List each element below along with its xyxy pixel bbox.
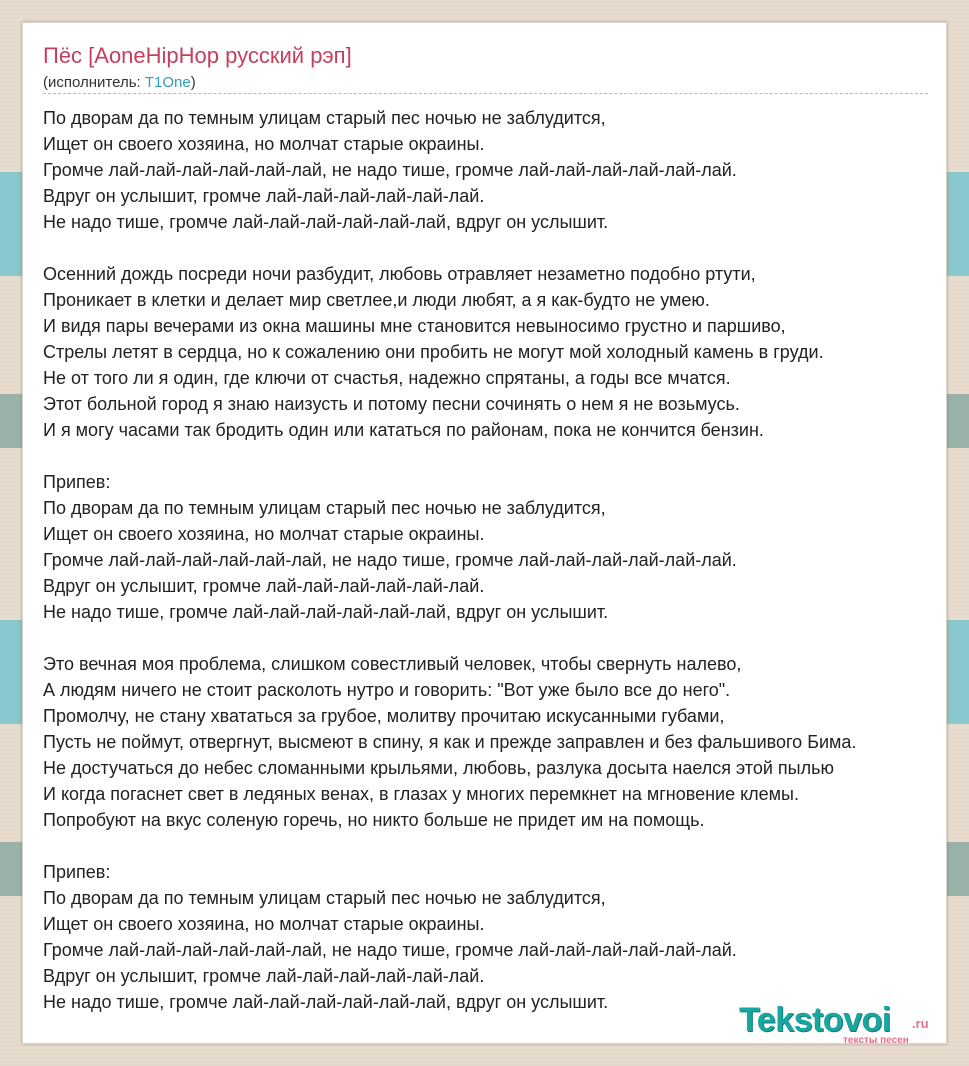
lyrics-line: Припев:	[43, 862, 111, 882]
lyrics-line: Этот больной город я знаю наизусть и потому песни сочинять о нем я не возьмусь.	[43, 394, 740, 414]
lyrics-line: Не надо тише, громче лай-лай-лай-лай-лай-лай, вдруг он услышит.	[43, 602, 609, 622]
lyrics-line: Не достучаться до небес сломанными крыльями, любовь, разлука досыта наелся этой пылью	[43, 758, 834, 778]
lyrics-line: Ищет он своего хозяина, но молчат старые окраины.	[43, 914, 485, 934]
lyrics-line: Громче лай-лай-лай-лай-лай-лай, не надо тише, громче лай-лай-лай-лай-лай-лай.	[43, 940, 737, 960]
lyrics-line: И я могу часами так бродить один или кататься по районам, пока не кончится бензин.	[43, 420, 764, 440]
lyrics-stanza	[43, 469, 969, 625]
artist-prefix: (исполнитель:	[43, 74, 145, 91]
site-logo[interactable]	[739, 1001, 949, 1045]
lyrics-line: И видя пары вечерами из окна машины мне становится невыносимо грустно и паршиво,	[43, 316, 786, 336]
lyrics-line: Громче лай-лай-лай-лай-лай-лай, не надо тише, громче лай-лай-лай-лай-лай-лай.	[43, 160, 737, 180]
lyrics-line: А людям ничего не стоит расколоть нутро и говорить: "Вот уже было все до него".	[43, 680, 731, 700]
artist-suffix: )	[190, 74, 196, 91]
lyrics-line: Осенний дождь посреди ночи разбудит, любовь отравляет незаметно подобно ртути,	[43, 264, 756, 284]
lyrics-line: Ищет он своего хозяина, но молчат старые окраины.	[43, 524, 485, 544]
lyrics-line: Это вечная моя проблема, слишком совестливый человек, чтобы свернуть налево,	[43, 654, 742, 674]
logo-domain: .ru	[912, 1016, 929, 1031]
lyrics-line: По дворам да по темным улицам старый пес ночью не заблудится,	[43, 498, 606, 518]
lyrics-line: Пусть не поймут, отвергнут, высмеют в спину, я как и прежде заправлен и без фальшивого Бима.	[43, 732, 857, 752]
artist-link[interactable]: T1One	[144, 74, 191, 91]
lyrics-stanza	[43, 105, 969, 235]
logo-tagline: тексты песен	[843, 1035, 909, 1046]
lyrics-line: Не надо тише, громче лай-лай-лай-лай-лай-лай, вдруг он услышит.	[43, 212, 609, 232]
lyrics-line: По дворам да по темным улицам старый пес ночью не заблудится,	[43, 108, 606, 128]
lyrics-line: Вдруг он услышит, громче лай-лай-лай-лай-лай-лай.	[43, 966, 485, 986]
lyrics-line: Громче лай-лай-лай-лай-лай-лай, не надо тише, громче лай-лай-лай-лай-лай-лай.	[43, 550, 737, 570]
lyrics-line: Припев:	[43, 472, 111, 492]
lyrics-line: Промолчу, не стану хвататься за грубое, молитву прочитаю искусанными губами,	[43, 706, 725, 726]
artist-line	[43, 74, 196, 91]
lyrics-stanza	[43, 651, 969, 833]
lyrics-line: И когда погаснет свет в ледяных венах, в глазах у многих перемкнет на мгновение клемы.	[43, 784, 799, 804]
lyrics-line: Стрелы летят в сердца, но к сожалению они пробить не могут мой холодный камень в груди.	[43, 342, 824, 362]
lyrics-line: Попробуют на вкус соленую горечь, но никто больше не придет им на помощь.	[43, 810, 705, 830]
lyrics-line: Ищет он своего хозяина, но молчат старые окраины.	[43, 134, 485, 154]
lyrics-line: Вдруг он услышит, громче лай-лай-лай-лай-лай-лай.	[43, 576, 485, 596]
lyrics-line: По дворам да по темным улицам старый пес ночью не заблудится,	[43, 888, 606, 908]
page-title: Пёс [AoneHipHop русский рэп]	[43, 43, 352, 68]
lyrics-line: Вдруг он услышит, громче лай-лай-лай-лай-лай-лай.	[43, 186, 485, 206]
lyrics-card	[22, 22, 947, 1044]
title-divider	[43, 93, 928, 94]
lyrics-line: Не надо тише, громче лай-лай-лай-лай-лай-лай, вдруг он услышит.	[43, 992, 609, 1012]
lyrics-line: Не от того ли я один, где ключи от счастья, надежно спрятаны, а годы все мчатся.	[43, 368, 731, 388]
logo-wordmark: Tekstovoi	[739, 1001, 891, 1039]
lyrics-stanza	[43, 261, 969, 443]
lyrics-stanza	[43, 859, 969, 1015]
lyrics-text	[43, 105, 969, 1041]
lyrics-line: Проникает в клетки и делает мир светлее,и люди любят, а я как-будто не умею.	[43, 290, 710, 310]
